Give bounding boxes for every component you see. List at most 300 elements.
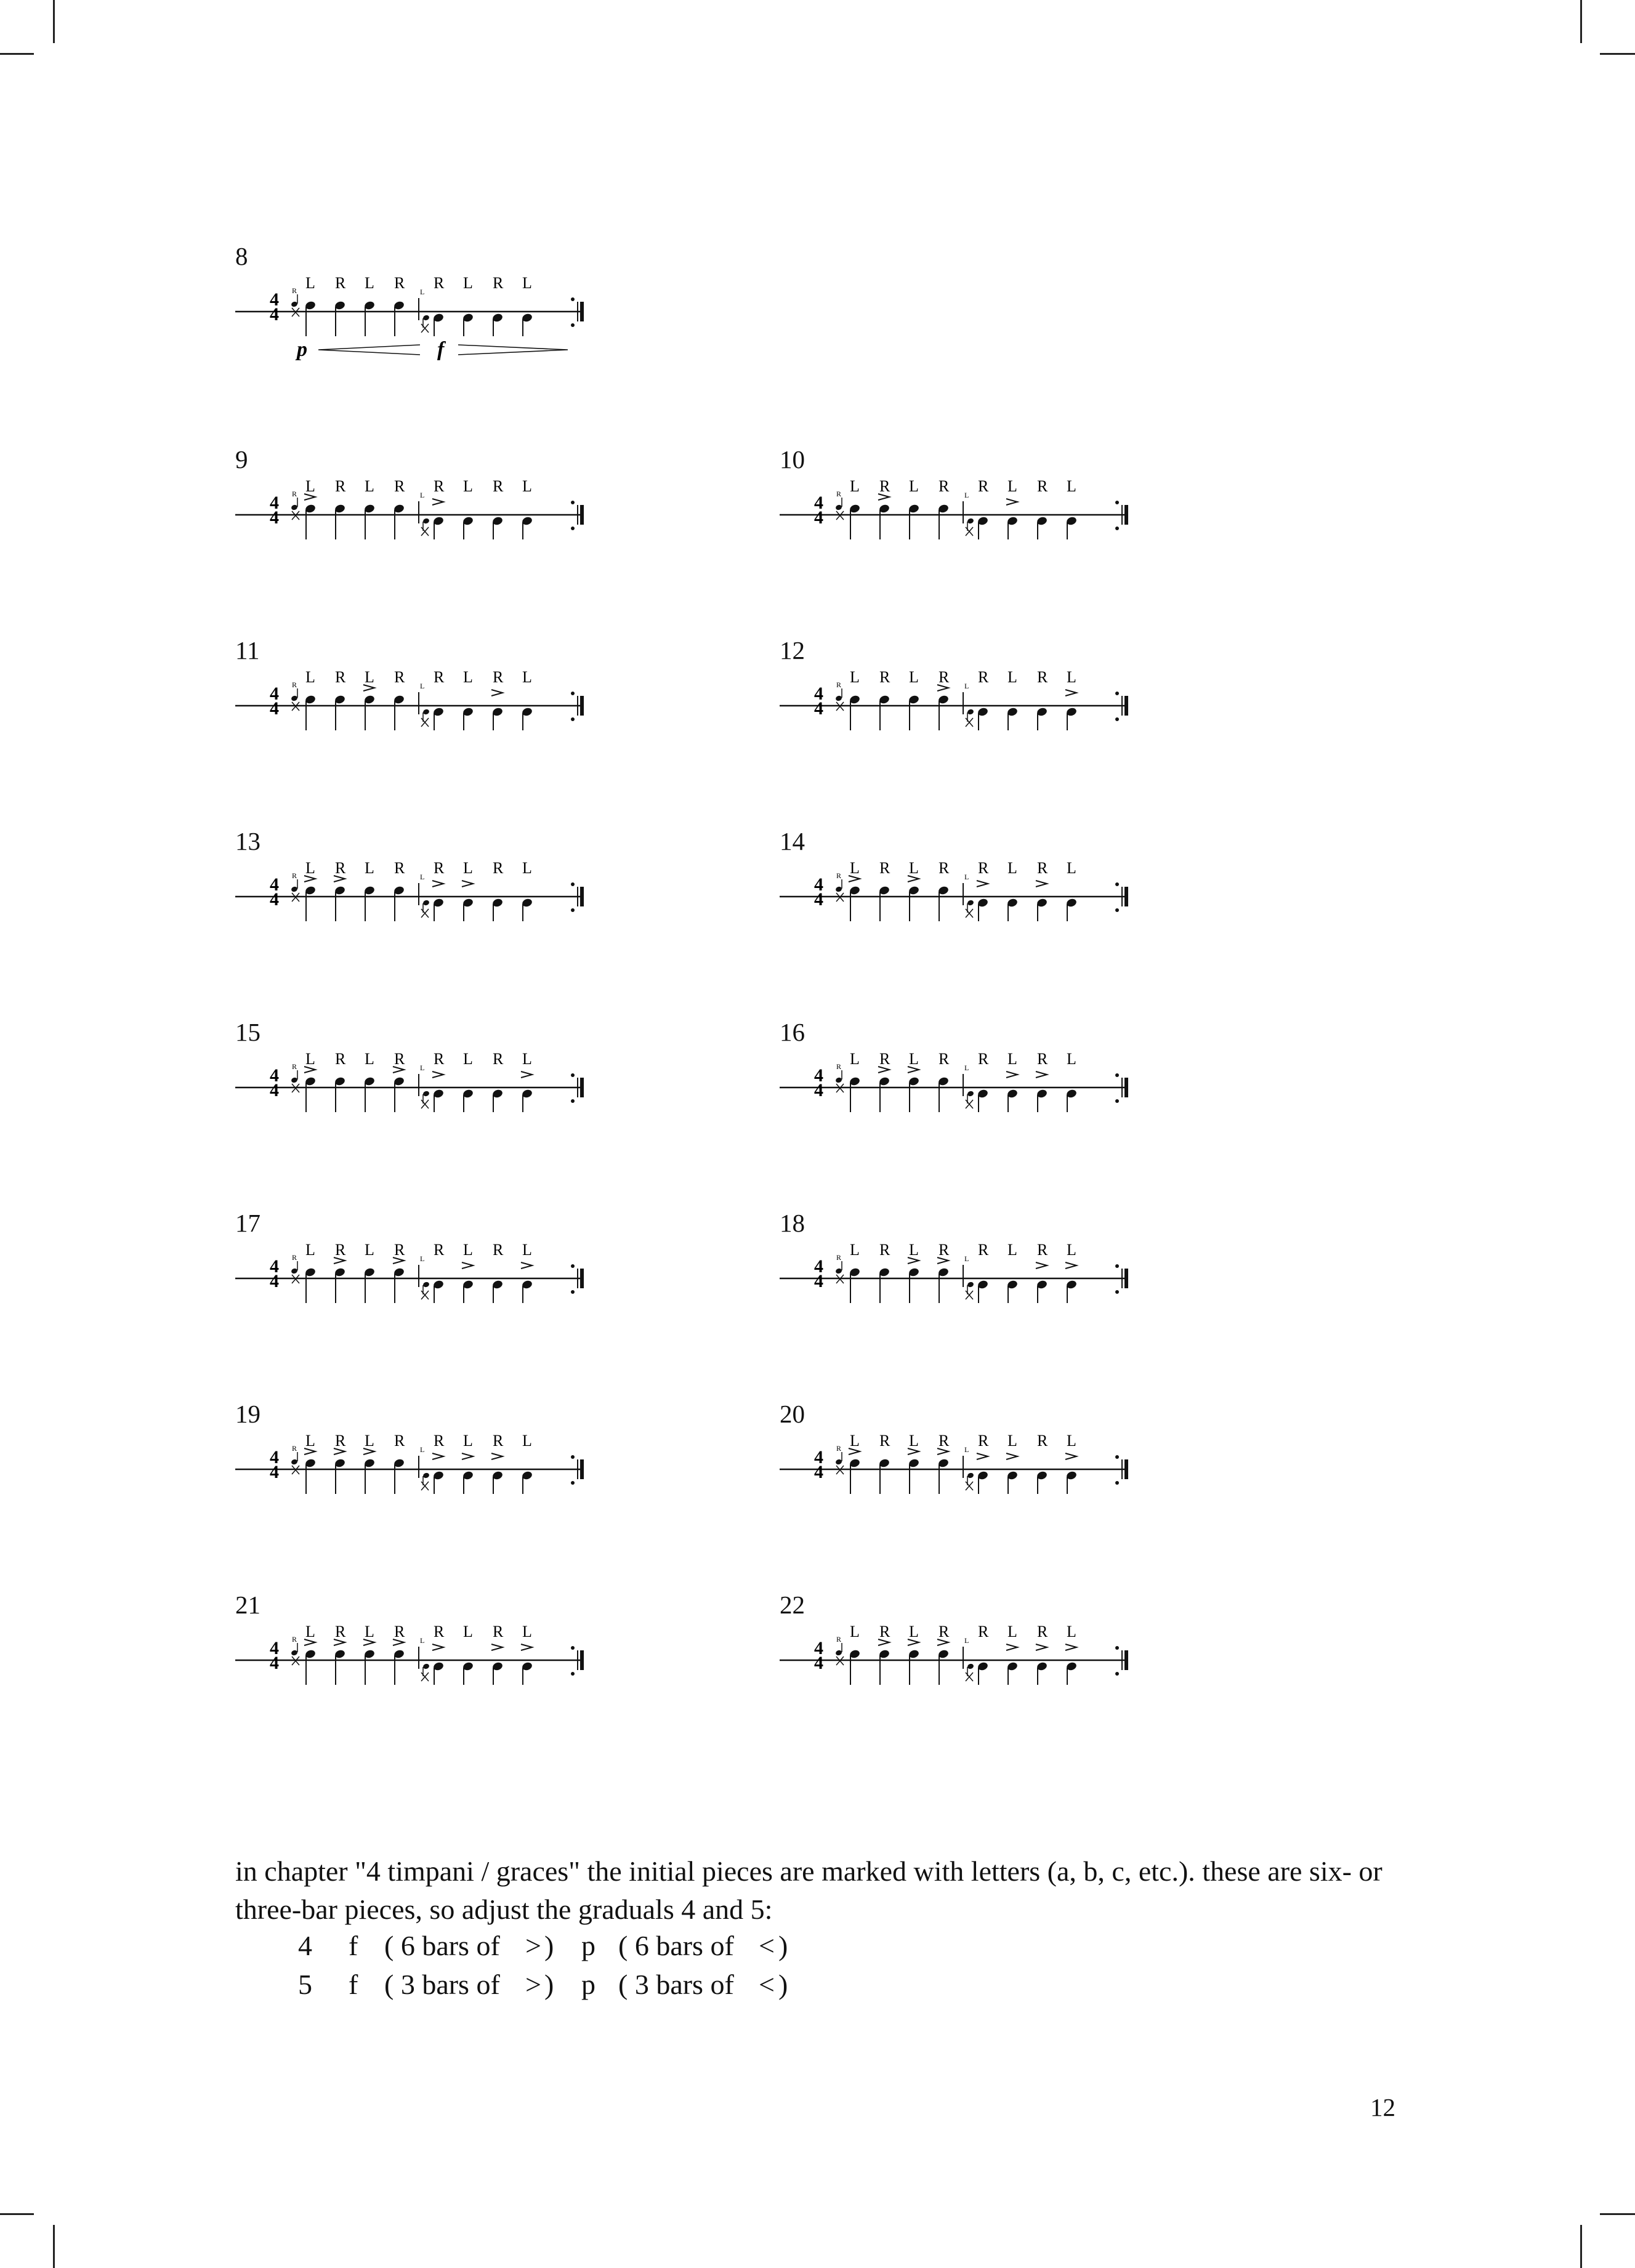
sticking-letter: R: [493, 1623, 504, 1640]
sticking-letter: L: [463, 477, 473, 495]
grace-sticking: L: [964, 491, 969, 499]
sticking-letter: R: [335, 859, 346, 877]
grace-sticking: R: [292, 286, 297, 295]
grace-sticking: R: [836, 1635, 842, 1644]
grace-sticking: R: [836, 680, 842, 689]
repeat-dot: [1115, 692, 1119, 695]
crop-mark-bottom-left-horizontal: [0, 2213, 34, 2215]
exercise-staff: [780, 1211, 1124, 1371]
sticking-letter: R: [1037, 859, 1048, 877]
time-sig-bottom: 4: [814, 698, 823, 719]
sticking-letter: R: [394, 1623, 405, 1640]
grace-sticking: R: [292, 1253, 297, 1262]
sticking-letter: L: [850, 1050, 860, 1068]
time-sig-top: 4: [814, 1638, 823, 1658]
repeat-dot: [571, 1481, 575, 1485]
crop-mark-top-left-horizontal: [0, 53, 34, 55]
repeat-dot: [571, 1455, 575, 1459]
repeat-dot: [571, 1099, 575, 1103]
exercise-number: 12: [780, 636, 805, 664]
sticking-letter: R: [394, 668, 405, 686]
sticking-letter: R: [879, 1241, 890, 1259]
gradual-num: 5: [298, 1969, 312, 2000]
sticking-letter: R: [335, 1432, 346, 1450]
exercise: [235, 1402, 580, 1562]
time-sig-top: 4: [814, 1065, 823, 1086]
sticking-letter: L: [850, 1432, 860, 1450]
sticking-letter: L: [909, 859, 919, 877]
sticking-letter: L: [909, 1432, 919, 1450]
exercise: [235, 1592, 580, 1753]
sticking-letter: L: [1067, 1623, 1076, 1640]
exercise-number: 10: [780, 445, 805, 474]
sticking-letter: R: [1037, 1623, 1048, 1640]
sticking-letter: L: [463, 1432, 473, 1450]
sticking-letter: R: [939, 1241, 950, 1259]
grace-notehead: [422, 518, 430, 525]
grace-notehead: [835, 1077, 842, 1084]
gradual-close2: ): [778, 1969, 788, 2000]
dynamic-marking: f: [437, 338, 445, 361]
sticking-letter: L: [1007, 477, 1017, 495]
exercise-staff: [780, 1020, 1124, 1180]
exercise-staff: [235, 447, 580, 607]
grace-sticking: R: [292, 871, 297, 880]
sticking-letter: R: [939, 1050, 950, 1068]
barline-thick: [580, 696, 584, 716]
exercise-staff: [235, 1020, 580, 1180]
grace-sticking: L: [420, 288, 425, 296]
exercise-number: 21: [235, 1591, 260, 1619]
sticking-letter: L: [850, 859, 860, 877]
sticking-letter: L: [1007, 1623, 1017, 1640]
accent-mark: [462, 881, 473, 887]
repeat-dot: [571, 717, 575, 721]
repeat-dot: [571, 323, 575, 327]
time-sig-bottom: 4: [270, 1271, 279, 1291]
time-sig-bottom: 4: [270, 304, 279, 325]
sticking-letter: L: [850, 477, 860, 495]
barline-thick: [1124, 1078, 1128, 1097]
sticking-letter: L: [909, 1241, 919, 1259]
grace-notehead: [291, 886, 298, 893]
grace-notehead: [835, 1268, 842, 1275]
sticking-letter: L: [365, 1050, 374, 1068]
accent-mark: [491, 690, 503, 696]
exercise-staff: [235, 1211, 580, 1371]
exercise-staff: [780, 1402, 1124, 1562]
sticking-letter: R: [394, 1050, 405, 1068]
repeat-dot: [571, 527, 575, 530]
sticking-letter: R: [434, 1432, 445, 1450]
sticking-letter: L: [1007, 1241, 1017, 1259]
crescendo-hairpin: [318, 345, 420, 355]
sticking-letter: R: [1037, 1050, 1048, 1068]
sticking-letter: R: [939, 859, 950, 877]
sticking-letter: L: [909, 477, 919, 495]
crop-mark-top-right-vertical: [1580, 0, 1582, 43]
sticking-letter: R: [434, 1050, 445, 1068]
repeat-dot: [1115, 1672, 1119, 1676]
repeat-dot: [1115, 501, 1119, 504]
gradual-close1: ): [544, 1969, 554, 2000]
repeat-dot: [571, 882, 575, 886]
exercise-number: 9: [235, 445, 248, 474]
grace-sticking: R: [836, 871, 842, 880]
exercise-staff: [235, 1592, 580, 1753]
barline-thick: [1124, 505, 1128, 525]
accent-mark: [1006, 1453, 1017, 1459]
grace-sticking: L: [420, 682, 425, 690]
sticking-letter: R: [434, 859, 445, 877]
gradual-dyn1: f: [349, 1930, 358, 1961]
exercise-staff: [780, 638, 1124, 798]
dynamic-marking: p: [297, 338, 307, 361]
exercise-staff: [780, 447, 1124, 607]
grace-notehead: [291, 1459, 298, 1466]
sticking-letter: R: [1037, 477, 1048, 495]
sticking-letter: R: [978, 477, 989, 495]
sticking-letter: L: [1067, 1050, 1076, 1068]
sticking-letter: L: [365, 274, 374, 292]
gradual-dyn2: p: [581, 1930, 595, 1961]
grace-sticking: L: [964, 682, 969, 690]
sticking-letter: L: [522, 274, 532, 292]
accent-mark: [977, 881, 988, 887]
accent-mark: [1065, 1453, 1076, 1459]
sticking-letter: R: [434, 1623, 445, 1640]
repeat-dot: [571, 908, 575, 912]
gradual-dyn1: f: [349, 1969, 358, 2000]
grace-sticking: R: [292, 1635, 297, 1644]
exercise: [235, 1211, 580, 1371]
sticking-letter: L: [305, 668, 315, 686]
exercise-number: 14: [780, 827, 805, 855]
exercise-number: 17: [235, 1209, 260, 1237]
crop-mark-top-left-vertical: [53, 0, 55, 43]
grace-sticking: L: [420, 1254, 425, 1263]
grace-notehead: [835, 504, 842, 511]
sticking-letter: R: [1037, 668, 1048, 686]
sticking-letter: L: [522, 1432, 532, 1450]
accent-mark: [1065, 1262, 1076, 1269]
sticking-letter: R: [879, 859, 890, 877]
exercise-staff: [780, 829, 1124, 989]
grace-notehead: [291, 301, 298, 308]
barline-thick: [580, 1459, 584, 1479]
crop-mark-bottom-right-vertical: [1580, 2225, 1582, 2268]
accent-mark: [977, 1453, 988, 1459]
accent-mark: [432, 1071, 443, 1078]
sticking-letter: R: [335, 274, 346, 292]
sticking-letter: L: [850, 1241, 860, 1259]
barline-thick: [580, 1269, 584, 1288]
exercise: [780, 447, 1124, 607]
sticking-letter: L: [463, 1623, 473, 1640]
repeat-dot: [571, 1672, 575, 1676]
sticking-letter: L: [365, 477, 374, 495]
exercise: [235, 638, 580, 798]
sticking-letter: L: [305, 274, 315, 292]
sticking-letter: L: [1007, 1050, 1017, 1068]
sticking-letter: L: [1007, 668, 1017, 686]
barline-thick: [580, 505, 584, 525]
exercise-staff: [780, 1592, 1124, 1753]
grace-sticking: L: [420, 1636, 425, 1645]
time-sig-top: 4: [814, 1256, 823, 1277]
accent-mark: [1065, 690, 1076, 696]
repeat-dot: [571, 1264, 575, 1268]
grace-notehead: [967, 900, 974, 906]
gradual-bars1: ( 3 bars of: [384, 1969, 500, 2000]
repeat-dot: [571, 297, 575, 301]
sticking-letter: R: [434, 668, 445, 686]
gradual-sym2: <: [759, 1969, 775, 2000]
sticking-letter: R: [879, 1623, 890, 1640]
sticking-letter: R: [879, 477, 890, 495]
time-sig-bottom: 4: [814, 507, 823, 528]
accent-mark: [491, 1453, 503, 1459]
sticking-letter: L: [522, 668, 532, 686]
sticking-letter: R: [493, 1050, 504, 1068]
time-sig-bottom: 4: [270, 698, 279, 719]
repeat-dot: [1115, 1290, 1119, 1294]
grace-sticking: R: [292, 1062, 297, 1071]
sticking-letter: L: [463, 274, 473, 292]
grace-sticking: L: [964, 1063, 969, 1072]
sticking-letter: L: [305, 477, 315, 495]
accent-mark: [462, 1453, 473, 1459]
crop-mark-bottom-right-horizontal: [1600, 2213, 1635, 2215]
time-sig-bottom: 4: [814, 1271, 823, 1291]
sticking-letter: L: [1067, 477, 1076, 495]
sticking-letter: L: [522, 477, 532, 495]
sticking-letter: L: [305, 1623, 315, 1640]
barline-thick: [1124, 1650, 1128, 1670]
time-sig-bottom: 4: [814, 889, 823, 910]
gradual-num: 4: [298, 1930, 312, 1961]
exercise: [780, 1020, 1124, 1180]
sticking-letter: R: [493, 668, 504, 686]
repeat-dot: [571, 501, 575, 504]
repeat-dot: [1115, 527, 1119, 530]
barline-thick: [1124, 1459, 1128, 1479]
grace-sticking: R: [836, 490, 842, 498]
time-sig-bottom: 4: [270, 1462, 279, 1482]
sticking-letter: L: [522, 1623, 532, 1640]
gradual-bars1: ( 6 bars of: [384, 1930, 500, 1961]
repeat-dot: [571, 1290, 575, 1294]
sticking-letter: L: [463, 1241, 473, 1259]
sticking-letter: R: [335, 668, 346, 686]
exercise-number: 22: [780, 1591, 805, 1619]
exercise-number: 16: [780, 1018, 805, 1046]
time-sig-bottom: 4: [270, 1653, 279, 1673]
time-sig-top: 4: [270, 493, 279, 513]
sticking-letter: L: [463, 668, 473, 686]
sticking-letter: R: [493, 477, 504, 495]
sticking-letter: L: [522, 859, 532, 877]
exercise: [780, 829, 1124, 989]
gradual-sym1: >: [525, 1930, 541, 1961]
repeat-dot: [1115, 882, 1119, 886]
sticking-letter: R: [335, 1050, 346, 1068]
grace-notehead: [422, 709, 430, 716]
sticking-letter: R: [493, 859, 504, 877]
grace-sticking: L: [420, 1063, 425, 1072]
accent-mark: [1036, 1262, 1047, 1269]
sticking-letter: R: [939, 1623, 950, 1640]
exercise-staff: [235, 829, 580, 989]
sticking-letter: L: [522, 1050, 532, 1068]
repeat-dot: [1115, 1073, 1119, 1077]
grace-notehead: [291, 1077, 298, 1084]
sticking-letter: R: [939, 1432, 950, 1450]
sticking-letter: R: [879, 1432, 890, 1450]
sticking-letter: L: [522, 1241, 532, 1259]
sticking-letter: R: [978, 1050, 989, 1068]
sticking-letter: L: [365, 1241, 374, 1259]
grace-notehead: [422, 1091, 430, 1097]
time-sig-top: 4: [270, 289, 279, 310]
grace-sticking: R: [292, 490, 297, 498]
crop-mark-bottom-left-vertical: [53, 2225, 55, 2268]
sticking-letter: R: [394, 477, 405, 495]
grace-notehead: [835, 886, 842, 893]
gradual-sym1: >: [525, 1969, 541, 2000]
time-sig-top: 4: [270, 1447, 279, 1467]
grace-notehead: [422, 315, 430, 321]
sticking-letter: L: [1007, 1432, 1017, 1450]
exercise: [780, 1211, 1124, 1371]
exercise: [235, 447, 580, 607]
gradual-bars2: ( 6 bars of: [618, 1930, 734, 1961]
sticking-letter: L: [365, 1623, 374, 1640]
sticking-letter: L: [305, 1050, 315, 1068]
time-sig-bottom: 4: [814, 1080, 823, 1100]
sticking-letter: R: [335, 1241, 346, 1259]
accent-mark: [1065, 1644, 1076, 1650]
exercise-staff: [235, 1402, 580, 1562]
time-sig-top: 4: [814, 493, 823, 513]
sticking-letter: R: [493, 274, 504, 292]
sticking-letter: R: [493, 1241, 504, 1259]
repeat-dot: [571, 1646, 575, 1650]
sticking-letter: L: [463, 859, 473, 877]
sticking-letter: R: [434, 1241, 445, 1259]
gradual-dyn2: p: [581, 1969, 595, 2000]
crop-mark-top-right-horizontal: [1600, 53, 1635, 55]
barline-thick: [1124, 696, 1128, 716]
sticking-letter: R: [1037, 1241, 1048, 1259]
gradual-close1: ): [544, 1930, 554, 1961]
grace-notehead: [291, 504, 298, 511]
accent-mark: [521, 1071, 532, 1078]
time-sig-bottom: 4: [270, 1080, 279, 1100]
sticking-letter: R: [394, 859, 405, 877]
sticking-letter: L: [305, 859, 315, 877]
sticking-letter: R: [434, 477, 445, 495]
accent-mark: [491, 1644, 503, 1650]
grace-notehead: [967, 518, 974, 525]
exercise-number: 15: [235, 1018, 260, 1046]
grace-notehead: [835, 1459, 842, 1466]
barline-thick: [580, 1078, 584, 1097]
sticking-letter: R: [978, 1623, 989, 1640]
sticking-letter: L: [463, 1050, 473, 1068]
sticking-letter: L: [1067, 1241, 1076, 1259]
grace-notehead: [291, 1268, 298, 1275]
time-sig-top: 4: [814, 1447, 823, 1467]
exercise-number: 18: [780, 1209, 805, 1237]
accent-mark: [462, 1262, 473, 1269]
sticking-letter: L: [305, 1241, 315, 1259]
repeat-dot: [1115, 1455, 1119, 1459]
sticking-letter: R: [879, 668, 890, 686]
grace-notehead: [422, 1472, 430, 1479]
accent-mark: [1006, 1071, 1017, 1078]
barline-thick: [580, 887, 584, 906]
exercise-number: 19: [235, 1400, 260, 1428]
sticking-letter: R: [335, 1623, 346, 1640]
grace-sticking: R: [836, 1062, 842, 1071]
exercise: [780, 1402, 1124, 1562]
exercise: [780, 1592, 1124, 1753]
decrescendo-hairpin: [458, 345, 568, 355]
exercise-number: 20: [780, 1400, 805, 1428]
sticking-letter: L: [1067, 1432, 1076, 1450]
sticking-letter: L: [850, 1623, 860, 1640]
time-sig-top: 4: [270, 1065, 279, 1086]
grace-notehead: [967, 1472, 974, 1479]
sticking-letter: R: [493, 1432, 504, 1450]
barline-thick: [1124, 1269, 1128, 1288]
grace-sticking: L: [964, 1254, 969, 1263]
time-sig-bottom: 4: [814, 1653, 823, 1673]
grace-notehead: [835, 695, 842, 702]
exercise: [235, 244, 580, 404]
page-number: 12: [1370, 2093, 1395, 2121]
sticking-letter: L: [365, 859, 374, 877]
repeat-dot: [1115, 1481, 1119, 1485]
time-sig-bottom: 4: [814, 1462, 823, 1482]
repeat-dot: [1115, 1099, 1119, 1103]
barline-thick: [580, 302, 584, 321]
accent-mark: [432, 499, 443, 505]
time-sig-top: 4: [814, 874, 823, 895]
explanation-paragraph: in chapter "4 timpani / graces" the initial pieces are marked with letters (a, b, c, etc.). these are six- or three-bar pieces, so adjust the graduals 4 and 5:: [235, 1855, 1383, 1926]
gradual-close2: ): [778, 1930, 788, 1961]
sticking-letter: R: [394, 1241, 405, 1259]
grace-sticking: R: [836, 1444, 842, 1453]
grace-notehead: [422, 1663, 430, 1670]
repeat-dot: [1115, 717, 1119, 721]
repeat-dot: [571, 692, 575, 695]
grace-notehead: [967, 1663, 974, 1670]
grace-sticking: L: [964, 873, 969, 881]
grace-notehead: [422, 900, 430, 906]
grace-notehead: [291, 1650, 298, 1657]
exercise-staff: [235, 638, 580, 798]
repeat-dot: [571, 1073, 575, 1077]
repeat-dot: [1115, 1264, 1119, 1268]
grace-sticking: L: [420, 873, 425, 881]
grace-notehead: [422, 1281, 430, 1288]
grace-sticking: R: [836, 1253, 842, 1262]
barline-thick: [1124, 887, 1128, 906]
accent-mark: [1036, 1071, 1047, 1078]
sticking-letter: L: [365, 668, 374, 686]
